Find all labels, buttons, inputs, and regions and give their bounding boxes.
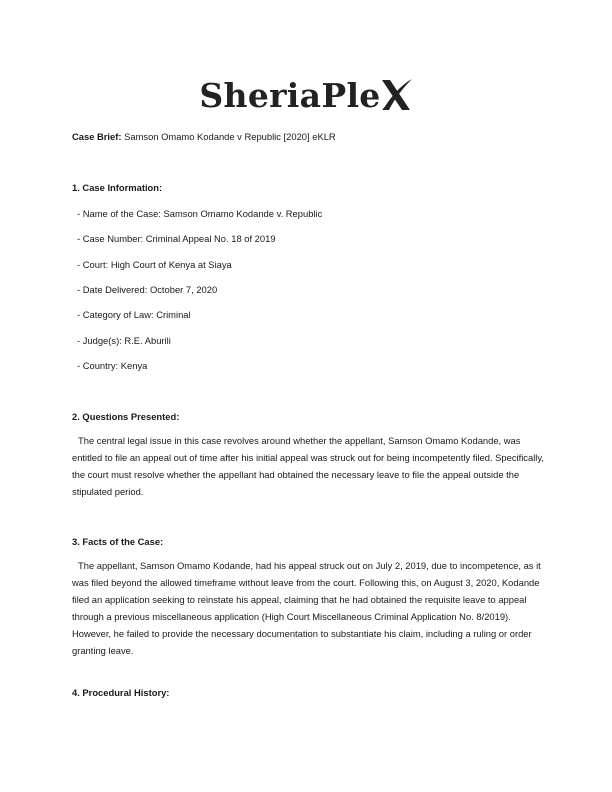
case-info-item: - Date Delivered: October 7, 2020: [77, 284, 218, 295]
case-info-item: - Case Number: Criminal Appeal No. 18 of 2019: [77, 233, 276, 244]
sheriaplex-logo: [0, 76, 612, 120]
case-info-item: - Category of Law: Criminal: [77, 309, 191, 320]
section-heading-facts: 3. Facts of the Case:: [72, 536, 164, 547]
case-brief-label: Case Brief:: [72, 131, 122, 142]
case-info-item: - Country: Kenya: [77, 360, 148, 371]
case-info-item: - Name of the Case: Samson Omamo Kodande v. Republic: [77, 208, 323, 219]
case-brief-name: Samson Omamo Kodande v Republic [2020] eKLR: [121, 131, 336, 142]
case-info-item: - Court: High Court of Kenya at Siaya: [77, 259, 232, 270]
questions-presented-paragraph: The central legal issue in this case revolves around whether the appellant, Samson Omamo Kodande, was entitled to file an appeal out of time after his initial appeal was struck out for being incompetently filed. Specifically, the court must resolve whether the appellant had obtained the necessary leave to file the appeal outside the stipulated period.: [72, 435, 544, 498]
case-info-item: - Judge(s): R.E. Aburili: [77, 335, 171, 346]
logo-x-icon: [379, 78, 413, 112]
facts-paragraph: The appellant, Samson Omamo Kodande, had his appeal struck out on July 2, 2019, due to incompetence, as it was filed beyond the allowed timeframe without leave from the court. Following this, on August 3, 2020, Kodande filed an application seeking to reinstate his appeal, claiming that he had obtained the requisite leave to appeal through a previous miscellaneous application (High Court Miscellaneous Criminal Application No. 8/2019). However, he failed to provide the necessary documentation to substantiate his claim, including a ruling or order granting leave.: [72, 560, 541, 657]
section-heading-procedural-history: 4. Procedural History:: [72, 687, 170, 698]
case-brief-title: [72, 131, 336, 142]
logo-wordmark: SheriaPle: [199, 76, 381, 115]
section-heading-questions-presented: 2. Questions Presented:: [72, 411, 180, 422]
section-heading-case-information: 1. Case Information:: [72, 182, 163, 193]
